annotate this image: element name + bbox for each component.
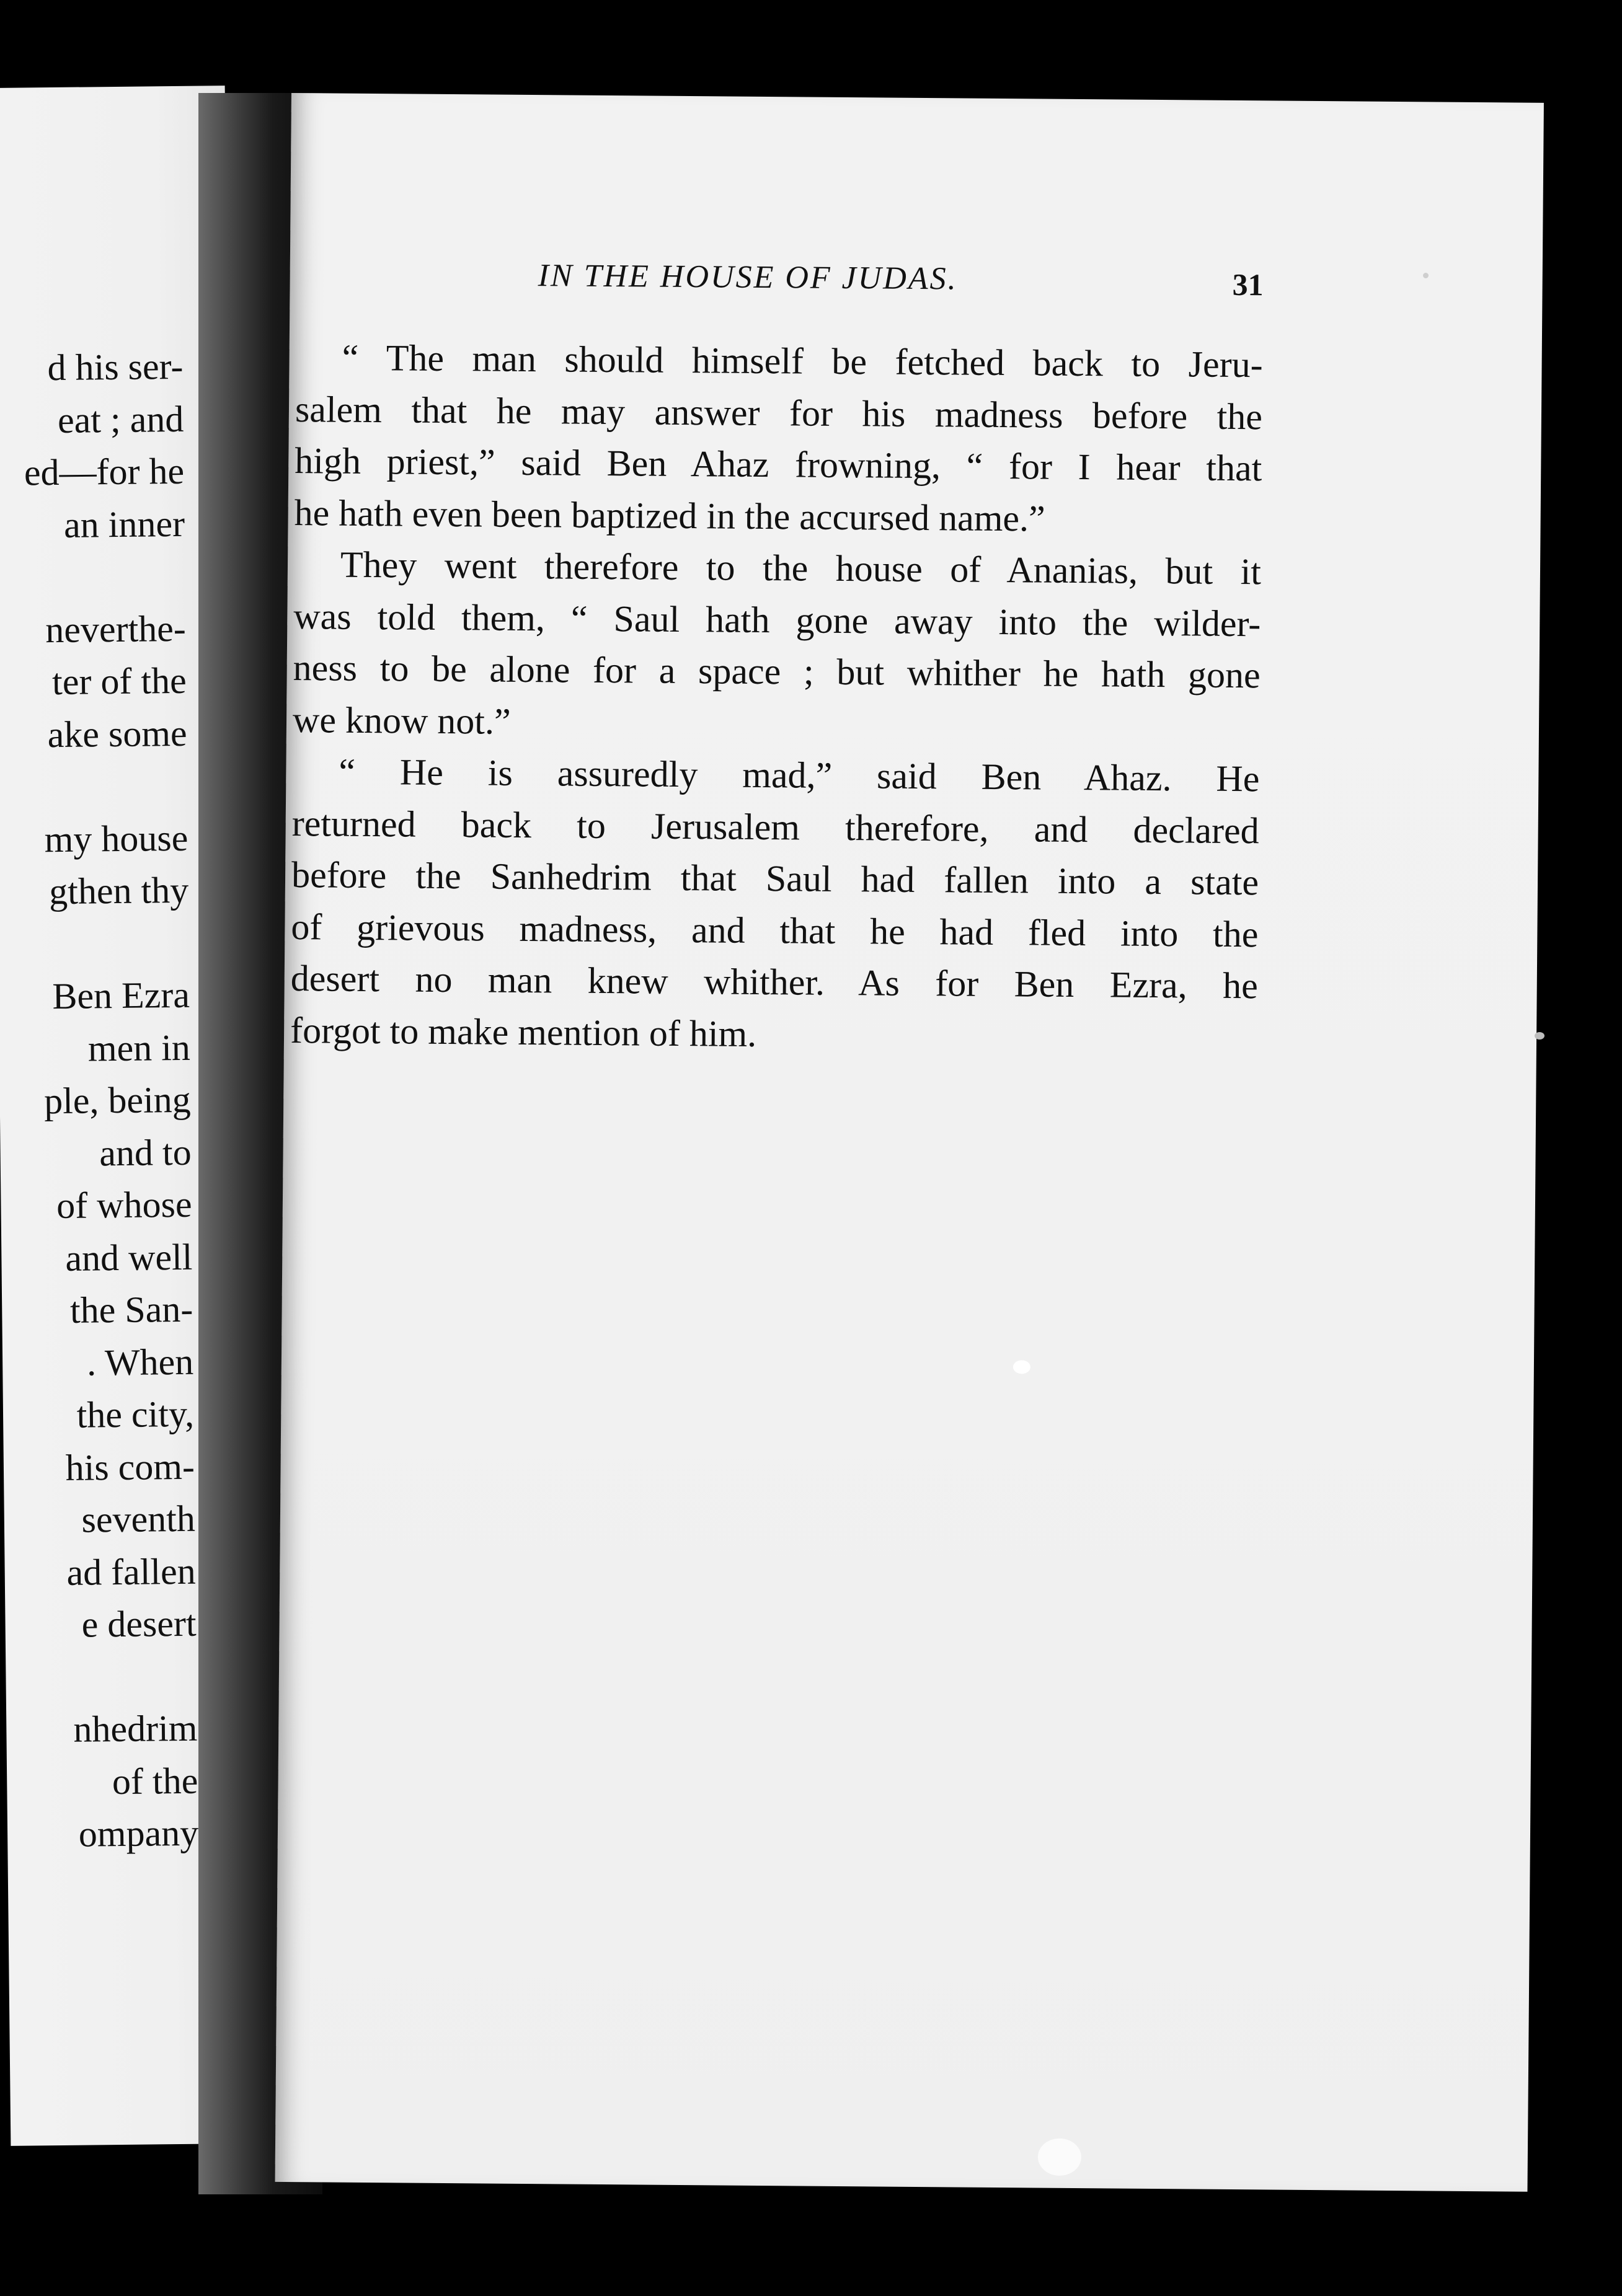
left-line: ed—for he xyxy=(24,450,185,493)
left-line: the city, xyxy=(76,1393,195,1436)
left-line: d his ser- xyxy=(47,345,184,389)
left-line: and to xyxy=(99,1131,192,1173)
text-line: was told them, “ Saul hath gone away into the wilder- xyxy=(293,595,1261,644)
text-line: “ The man should himself be fetched back to Jeru- xyxy=(342,337,1263,386)
left-line: ter of the xyxy=(51,660,187,703)
text-line: of grievous madness, and that he had fled into the xyxy=(291,906,1259,955)
left-line: nhedrim xyxy=(73,1707,198,1750)
left-line: neverthe- xyxy=(45,607,187,650)
text-line: forgot to make mention of him. xyxy=(290,1009,757,1054)
text-line: before the Sanhedrim that Saul had fallen into a state xyxy=(291,854,1259,903)
left-line xyxy=(37,1649,197,1703)
left-line xyxy=(27,759,188,813)
text-line: “ He is assuredly mad,” said Ben Ahaz. He xyxy=(339,751,1260,800)
left-line: Ben Ezra xyxy=(52,974,190,1017)
left-line: my house xyxy=(44,817,188,860)
left-line xyxy=(29,916,189,970)
left-line: and well xyxy=(65,1236,193,1279)
left-line: seventh xyxy=(81,1498,196,1540)
running-head: IN THE HOUSE OF JUDAS. xyxy=(538,258,958,297)
scan-speck xyxy=(1013,1360,1030,1374)
left-line: eat ; and xyxy=(57,398,184,441)
text-line: returned back to Jerusalem therefore, and declared xyxy=(291,802,1259,851)
left-line: . When xyxy=(86,1341,194,1384)
text-line: high priest,” said Ben Ahaz frowning, “ for I hear that xyxy=(295,440,1262,489)
scan-speck xyxy=(1423,273,1429,278)
left-line: the San- xyxy=(69,1288,193,1331)
left-line: ake some xyxy=(47,712,187,755)
text-line: we know not.” xyxy=(292,699,511,742)
text-line: ness to be alone for a space ; but whither he hath gone xyxy=(293,647,1261,696)
left-line: ad fallen xyxy=(66,1550,197,1593)
left-line: gthen thy xyxy=(48,869,189,912)
body-text xyxy=(290,332,1263,1064)
scan-speck xyxy=(1535,1032,1544,1040)
page-number: 31 xyxy=(1232,267,1264,302)
left-line: of the xyxy=(112,1760,198,1802)
left-line: men in xyxy=(87,1027,191,1069)
left-line: ompany xyxy=(78,1812,199,1855)
scan-speck xyxy=(1038,2139,1081,2176)
left-line xyxy=(25,550,185,604)
left-line: his com- xyxy=(65,1446,195,1488)
text-line: desert no man knew whither. As for Ben Ezra, he xyxy=(290,958,1258,1007)
left-line: of whose xyxy=(56,1183,192,1227)
text-line: salem that he may answer for his madness before the xyxy=(295,388,1263,437)
left-line: an inner xyxy=(63,503,185,545)
left-page-text xyxy=(23,340,199,1861)
text-line: he hath even been baptized in the accursed name.” xyxy=(294,492,1045,539)
right-page xyxy=(275,93,1544,2192)
left-line: ple, being xyxy=(43,1079,192,1122)
text-line: They went therefore to the house of Ananias, but it xyxy=(340,544,1262,593)
left-line: e desert xyxy=(81,1602,197,1645)
